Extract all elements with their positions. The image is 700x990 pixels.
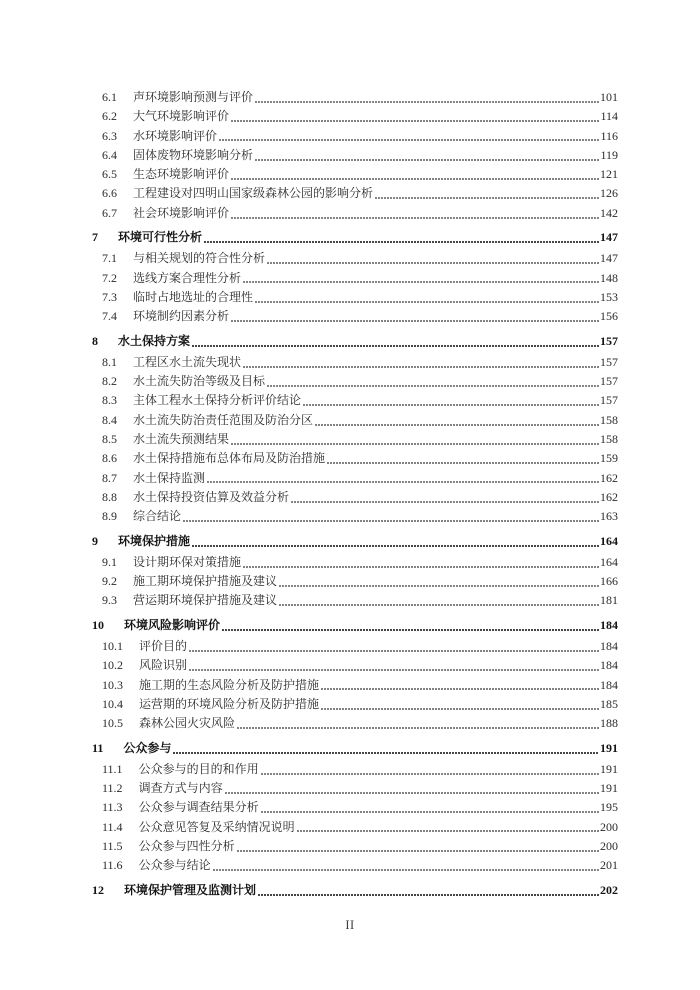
dot-leader [189, 669, 599, 671]
toc-entry [92, 307, 618, 326]
dot-leader [231, 217, 599, 219]
toc-entry-page: 202 [600, 882, 618, 897]
toc-entry [92, 739, 618, 758]
toc-entry-page: 200 [600, 819, 618, 834]
toc-entry-number: 8.3 [102, 393, 117, 408]
toc-entry-title: 声环境影响预测与评价 [133, 90, 254, 104]
dot-leader [173, 752, 599, 754]
toc-entry [92, 616, 618, 635]
toc-entry-page: 181 [600, 593, 618, 608]
toc-entry-title: 公众参与 [123, 740, 172, 755]
dot-leader [231, 320, 599, 322]
dot-leader [255, 101, 599, 103]
toc-entry-title: 设计期环保对策措施 [133, 554, 242, 569]
toc-entry-page: 159 [600, 451, 618, 466]
toc-entry-page: 158 [600, 432, 618, 447]
toc-entry-page: 148 [600, 270, 618, 285]
toc-entry-number: 6.6 [102, 186, 117, 201]
toc-entry-title: 水土保持投资估算及效益分析 [133, 489, 290, 504]
toc-entry [92, 637, 618, 656]
toc-entry-number: 10 [92, 617, 104, 632]
toc-entry-title: 水土保持监测 [133, 470, 206, 485]
toc-entry-page: 164 [600, 533, 618, 548]
toc-entry-page: 201 [600, 858, 618, 873]
toc-entry-number: 8.8 [102, 489, 117, 504]
toc-entry [92, 184, 618, 203]
dot-leader [258, 894, 599, 896]
dot-leader [267, 385, 599, 387]
page-number-footer: II [345, 918, 355, 932]
toc-entry [92, 798, 618, 817]
toc-entry-title: 环境保护措施 [118, 533, 191, 548]
toc-entry [92, 165, 618, 184]
toc-entry-number: 10.3 [102, 677, 123, 692]
toc-entry-page: 157 [600, 333, 618, 348]
toc-entry [92, 553, 618, 572]
toc-entry-title: 运营期的环境风险分析及防护措施 [139, 696, 320, 711]
toc-entry-number: 6.3 [102, 128, 117, 143]
toc-entry [92, 107, 618, 126]
toc-entry-title: 调查方式与内容 [138, 781, 223, 796]
toc-entry-page: 119 [600, 147, 618, 162]
toc-entry-number: 7.3 [102, 289, 117, 304]
dot-leader [192, 345, 599, 347]
toc-entry-number: 11.2 [102, 781, 123, 796]
toc-entry-page: 158 [600, 412, 618, 427]
toc-entry [92, 332, 618, 351]
toc-entry-number: 11.4 [102, 819, 123, 834]
dot-leader [204, 241, 599, 243]
toc-entry [92, 469, 618, 488]
toc-entry-page: 166 [600, 574, 618, 589]
toc-entry [92, 676, 618, 695]
toc-entry-title: 环境可行性分析 [118, 230, 203, 245]
toc-entry-page: 147 [600, 230, 618, 245]
dot-leader [243, 281, 599, 283]
toc-entry-title: 施工期环境保护措施及建议 [133, 574, 278, 589]
toc-entry-title: 环境风险影响评价 [124, 617, 221, 632]
dot-leader [279, 604, 599, 606]
toc-entry-title: 营运期环境保护措施及建议 [133, 593, 278, 608]
dot-leader [321, 688, 599, 690]
toc-entry-page: 163 [600, 509, 618, 524]
toc-entry-page: 153 [600, 289, 618, 304]
dot-leader [375, 197, 599, 199]
toc-entry [92, 228, 618, 247]
toc-entry-number: 9 [92, 533, 98, 548]
toc-entry-title: 临时占地选址的合理性 [133, 289, 254, 304]
toc-entry-number: 7.1 [102, 251, 117, 266]
toc-entry-title: 公众意见答复及采纳情况说明 [138, 819, 295, 834]
toc-entry [92, 372, 618, 391]
toc-entry-title: 水土保持措施布总体布局及防治措施 [133, 451, 326, 466]
toc-entry-number: 11.6 [102, 858, 123, 873]
toc-entry-page: 101 [600, 90, 618, 104]
toc-entry-title: 公众参与四性分析 [138, 838, 235, 853]
toc-entry-title: 森林公园火灾风险 [139, 716, 236, 731]
dot-leader [222, 629, 599, 631]
toc-entry-page: 191 [600, 740, 618, 755]
toc-entry [92, 269, 618, 288]
toc-entry-number: 8.1 [102, 354, 117, 369]
toc-entry-page: 191 [600, 761, 618, 776]
dot-leader [255, 159, 599, 161]
dot-leader [315, 424, 599, 426]
dot-leader [243, 566, 599, 568]
dot-leader [279, 585, 599, 587]
toc-entry-page: 191 [600, 781, 618, 796]
toc-entry-page: 114 [600, 109, 618, 124]
dot-leader [231, 178, 599, 180]
toc-entry-title: 工程建设对四明山国家级森林公园的影响分析 [133, 186, 374, 201]
toc-entry-number: 11.5 [102, 838, 123, 853]
toc-entry-number: 7.2 [102, 270, 117, 285]
toc-entry [92, 249, 618, 268]
toc-entry-number: 7 [92, 230, 98, 245]
toc-entry [92, 779, 618, 798]
toc-entry-number: 9.2 [102, 574, 117, 589]
toc-entry-page: 185 [600, 696, 618, 711]
toc-entry-number: 10.5 [102, 716, 123, 731]
dot-leader [183, 520, 599, 522]
toc-entry [92, 656, 618, 675]
toc-entry-title: 公众参与结论 [138, 858, 211, 873]
toc-entry-number: 8.7 [102, 470, 117, 485]
toc-entry-page: 184 [600, 617, 618, 632]
toc-entry-number: 10.2 [102, 658, 123, 673]
toc-entry-page: 121 [600, 167, 618, 182]
toc-entry-number: 6.4 [102, 147, 117, 162]
toc-entry [92, 146, 618, 165]
toc-entry [92, 591, 618, 610]
toc-entry [92, 204, 618, 223]
toc-entry-number: 6.7 [102, 205, 117, 220]
toc-entry-page: 157 [600, 354, 618, 369]
toc-entry-title: 水土保持方案 [118, 333, 191, 348]
toc-entry-page: 188 [600, 716, 618, 731]
toc-entry [92, 837, 618, 856]
toc-entry-page: 157 [600, 374, 618, 389]
toc-entry-number: 6.2 [102, 109, 117, 124]
toc-entry-title: 水土流失防治等级及目标 [133, 374, 266, 389]
toc-entry-page: 156 [600, 309, 618, 324]
dot-leader [189, 650, 599, 652]
dot-leader [207, 481, 599, 483]
toc-entry [92, 532, 618, 551]
toc-entry-number: 8.5 [102, 432, 117, 447]
toc-entry-title: 水土流失预测结果 [133, 432, 230, 447]
dot-leader [237, 850, 599, 852]
toc-entry-page: 147 [600, 251, 618, 266]
toc-entry-page: 162 [600, 489, 618, 504]
toc-entry-title: 风险识别 [139, 658, 188, 673]
dot-leader [327, 462, 599, 464]
toc-entry [92, 760, 618, 779]
toc-entry [92, 449, 618, 468]
toc-entry-title: 选线方案合理性分析 [133, 270, 242, 285]
dot-leader [321, 708, 599, 710]
toc-entry-title: 水土流失防治责任范围及防治分区 [133, 412, 314, 427]
toc-entry [92, 127, 618, 146]
dot-leader [267, 262, 599, 264]
toc-entry [92, 391, 618, 410]
toc-entry-number: 10.1 [102, 639, 123, 654]
dot-leader [225, 792, 599, 794]
toc-entry [92, 488, 618, 507]
toc-entry [92, 856, 618, 875]
dot-leader [237, 727, 599, 729]
toc-entry [92, 881, 618, 900]
toc-entry [92, 353, 618, 372]
toc-entry-number: 9.1 [102, 554, 117, 569]
toc-entry-title: 与相关规划的符合性分析 [133, 251, 266, 266]
toc-entry [92, 818, 618, 837]
dot-leader [297, 830, 599, 832]
toc-entry-number: 8.4 [102, 412, 117, 427]
toc-entry-title: 大气环境影响评价 [133, 109, 230, 124]
toc-entry-title: 评价目的 [139, 639, 188, 654]
toc-entry-page: 142 [600, 205, 618, 220]
toc-entry-page: 126 [600, 186, 618, 201]
toc-entry-title: 综合结论 [133, 509, 182, 524]
toc-entry-title: 公众参与的目的和作用 [138, 761, 259, 776]
toc-entry-page: 184 [600, 639, 618, 654]
toc-entry-page: 184 [600, 677, 618, 692]
toc-list [92, 88, 618, 902]
toc-entry-number: 8.2 [102, 374, 117, 389]
toc-entry-number: 8 [92, 333, 98, 348]
toc-entry [92, 411, 618, 430]
toc-entry [92, 288, 618, 307]
toc-entry-title: 施工期的生态风险分析及防护措施 [139, 677, 320, 692]
toc-entry-page: 184 [600, 658, 618, 673]
toc-entry-page: 116 [600, 128, 618, 143]
dot-leader [255, 301, 599, 303]
toc-entry-number: 11 [92, 740, 104, 755]
dot-leader [261, 773, 599, 775]
toc-entry [92, 695, 618, 714]
toc-entry-title: 水环境影响评价 [133, 128, 218, 143]
toc-entry-title: 公众参与调查结果分析 [138, 800, 259, 815]
toc-entry-title: 社会环境影响评价 [133, 205, 230, 220]
toc-entry-page: 200 [600, 838, 618, 853]
toc-entry-page: 164 [600, 554, 618, 569]
dot-leader [231, 120, 599, 122]
toc-entry-page: 157 [600, 393, 618, 408]
toc-entry-number: 9.3 [102, 593, 117, 608]
toc-entry-number: 10.4 [102, 696, 123, 711]
toc-entry-title: 固体废物环境影响分析 [133, 147, 254, 162]
dot-leader [219, 139, 599, 141]
toc-entry-number: 6.5 [102, 167, 117, 182]
toc-entry-number: 12 [92, 882, 104, 897]
toc-entry-title: 工程区水土流失现状 [133, 354, 242, 369]
toc-entry [92, 88, 618, 107]
toc-entry-number: 8.6 [102, 451, 117, 466]
dot-leader [231, 443, 599, 445]
toc-entry-title: 环境保护管理及监测计划 [124, 882, 257, 897]
toc-entry-title: 环境制约因素分析 [133, 309, 230, 324]
toc-entry [92, 507, 618, 526]
toc-entry-number: 7.4 [102, 309, 117, 324]
dot-leader [213, 869, 599, 871]
toc-entry-page: 195 [600, 800, 618, 815]
dot-leader [261, 811, 599, 813]
dot-leader [303, 404, 599, 406]
toc-entry-number: 8.9 [102, 509, 117, 524]
toc-entry-number: 6.1 [102, 90, 117, 104]
dot-leader [243, 366, 599, 368]
toc-entry-title: 主体工程水土保持分析评价结论 [133, 393, 302, 408]
toc-entry-number: 11.1 [102, 761, 123, 776]
toc-entry [92, 430, 618, 449]
toc-entry-title: 生态环境影响评价 [133, 167, 230, 182]
dot-leader [291, 501, 599, 503]
toc-entry [92, 714, 618, 733]
toc-entry-number: 11.3 [102, 800, 123, 815]
toc-entry-page: 162 [600, 470, 618, 485]
dot-leader [192, 545, 599, 547]
toc-entry [92, 572, 618, 591]
